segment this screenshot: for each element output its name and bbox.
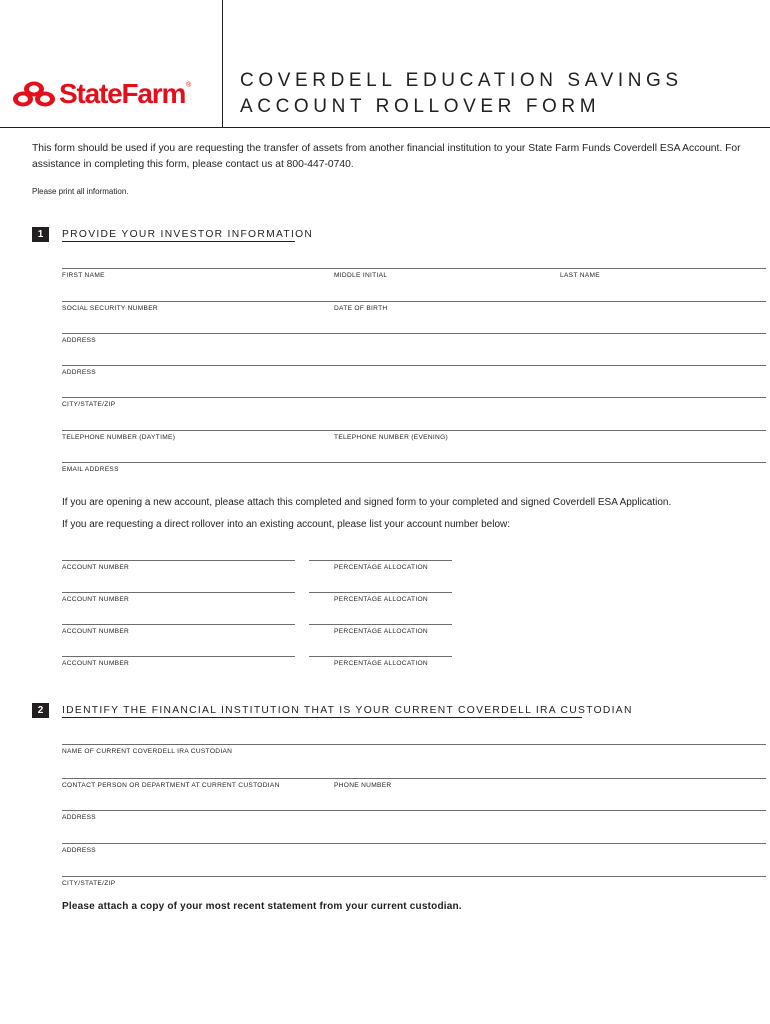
section-1-underline	[62, 241, 295, 242]
account-number-line[interactable]	[62, 592, 295, 593]
custodian-phone-label: PHONE NUMBER	[334, 782, 392, 789]
account-number-line[interactable]	[62, 560, 295, 561]
name-field-line[interactable]	[62, 268, 766, 269]
form-title	[240, 68, 683, 120]
dob-label: DATE OF BIRTH	[334, 305, 388, 312]
account-number-label: ACCOUNT NUMBER	[62, 660, 130, 667]
custodian-address-2-label: ADDRESS	[62, 847, 96, 854]
section-2-underline	[62, 717, 582, 718]
percentage-allocation-line[interactable]	[309, 624, 452, 625]
email-field-line[interactable]	[62, 462, 766, 463]
phone-day-label: TELEPHONE NUMBER (DAYTIME)	[62, 434, 176, 441]
custodian-address-1-label: ADDRESS	[62, 814, 96, 821]
last-name-label: LAST NAME	[560, 272, 600, 279]
contact-field-line[interactable]	[62, 778, 766, 779]
account-number-line[interactable]	[62, 656, 295, 657]
account-number-line[interactable]	[62, 624, 295, 625]
account-number-label: ACCOUNT NUMBER	[62, 628, 130, 635]
new-account-note: If you are opening a new account, please attach this completed and signed form to your completed and signed Coverdell ESA Application.	[62, 497, 672, 508]
three-ovals-logo-icon	[12, 80, 56, 108]
state-farm-logo	[12, 80, 191, 108]
title-line-2: ACCOUNT ROLLOVER FORM	[240, 96, 601, 117]
ssn-dob-field-line[interactable]	[62, 301, 766, 302]
address-1-label: ADDRESS	[62, 337, 96, 344]
custodian-city-label: CITY/STATE/ZIP	[62, 880, 116, 887]
account-number-label: ACCOUNT NUMBER	[62, 596, 130, 603]
address-2-field-line[interactable]	[62, 365, 766, 366]
section-2-badge: 2	[32, 703, 49, 718]
percentage-allocation-label: PERCENTAGE ALLOCATION	[334, 660, 428, 667]
section-1-badge: 1	[32, 227, 49, 242]
section-2-title: IDENTIFY THE FINANCIAL INSTITUTION THAT IS YOUR CURRENT COVERDELL IRA CUSTODIAN	[62, 705, 633, 716]
middle-initial-label: MIDDLE INITIAL	[334, 272, 388, 279]
custodian-city-field-line[interactable]	[62, 876, 766, 877]
ssn-label: SOCIAL SECURITY NUMBER	[62, 305, 158, 312]
first-name-label: FIRST NAME	[62, 272, 105, 279]
attach-statement-note: Please attach a copy of your most recent statement from your current custodian.	[62, 901, 462, 912]
percentage-allocation-line[interactable]	[309, 560, 452, 561]
address-2-label: ADDRESS	[62, 369, 96, 376]
existing-account-note: If you are requesting a direct rollover into an existing account, please list your account number below:	[62, 519, 511, 530]
city-label: CITY/STATE/ZIP	[62, 401, 116, 408]
intro-text: This form should be used if you are requesting the transfer of assets from another financial institution to your State Farm Funds Coverdell ESA Account. For assistance in completing this form, please contact us at 800-447-0740.	[32, 143, 741, 170]
logo-wordmark: StateFarm	[59, 78, 186, 109]
percentage-allocation-line[interactable]	[309, 592, 452, 593]
section-1-title: PROVIDE YOUR INVESTOR INFORMATION	[62, 229, 314, 240]
header-divider	[222, 0, 223, 128]
custodian-address-2-field-line[interactable]	[62, 843, 766, 844]
title-line-1: COVERDELL EDUCATION SAVINGS	[240, 70, 683, 91]
percentage-allocation-label: PERCENTAGE ALLOCATION	[334, 564, 428, 571]
phone-field-line[interactable]	[62, 430, 766, 431]
percentage-allocation-line[interactable]	[309, 656, 452, 657]
custodian-address-1-field-line[interactable]	[62, 810, 766, 811]
account-number-label: ACCOUNT NUMBER	[62, 564, 130, 571]
city-field-line[interactable]	[62, 397, 766, 398]
contact-label: CONTACT PERSON OR DEPARTMENT AT CURRENT CUSTODIAN	[62, 782, 280, 789]
header-rule	[0, 127, 770, 128]
percentage-allocation-label: PERCENTAGE ALLOCATION	[334, 628, 428, 635]
custodian-name-label: NAME OF CURRENT COVERDELL IRA CUSTODIAN	[62, 748, 233, 755]
registered-mark: ®	[186, 82, 192, 89]
phone-eve-label: TELEPHONE NUMBER (EVENING)	[334, 434, 449, 441]
email-label: EMAIL ADDRESS	[62, 466, 119, 473]
address-1-field-line[interactable]	[62, 333, 766, 334]
print-note: Please print all information.	[32, 187, 129, 196]
custodian-name-field-line[interactable]	[62, 744, 766, 745]
percentage-allocation-label: PERCENTAGE ALLOCATION	[334, 596, 428, 603]
